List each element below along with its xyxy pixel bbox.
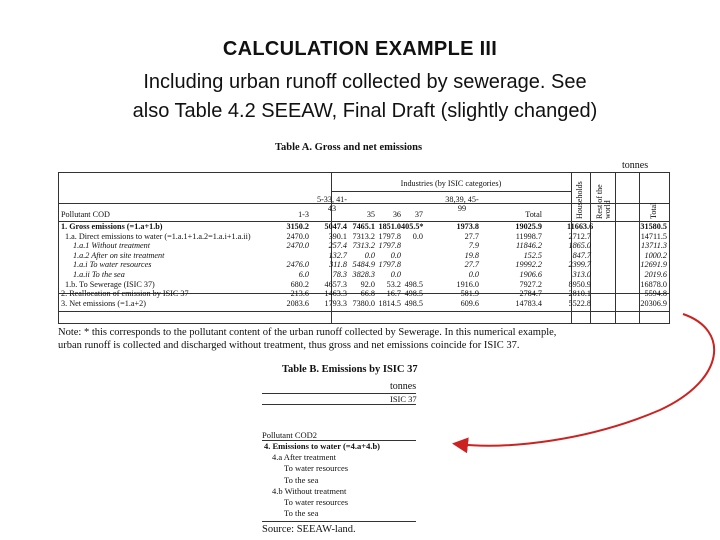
- row-label: 2. Reallocation of emission by ISIC 37: [61, 289, 189, 299]
- table-row: [59, 232, 669, 241]
- table-b-caption: Table B. Emissions by ISIC 37: [282, 364, 418, 375]
- table-b-row: To water resources: [284, 463, 349, 474]
- table-cell: 0.0: [468, 270, 479, 279]
- col-header: Total: [525, 210, 542, 219]
- table-cell: 66.8: [360, 289, 375, 299]
- table-cell: 213.6: [290, 289, 309, 299]
- table-cell: 0.0: [390, 250, 401, 260]
- table-a-units: tonnes: [622, 160, 649, 171]
- table-cell: 0.0: [412, 231, 423, 241]
- table-row: [59, 241, 669, 250]
- row-label: 1. Gross emissions (=1.a+1.b): [61, 222, 163, 231]
- table-cell: 0.0: [390, 270, 401, 279]
- table-b-row: To the sea: [284, 474, 319, 485]
- table-cell: 152.5: [523, 250, 542, 260]
- table-cell: 2399.7: [568, 260, 591, 270]
- table-cell: 1973.8: [456, 222, 479, 231]
- table-cell: 498.5: [404, 289, 423, 299]
- table-cell: 19992.2: [515, 260, 542, 270]
- table-cell: 1851.0: [378, 222, 401, 231]
- rest-of-world-header: Rest of the world: [595, 184, 612, 219]
- table-cell: 11663.6: [567, 222, 594, 231]
- table-cell: 7313.2: [352, 231, 375, 241]
- row-label: 1.a.1 Without treatment: [73, 241, 151, 251]
- table-a-note: [58, 326, 683, 352]
- col-header: 35: [366, 210, 375, 219]
- table-cell: 1797.8: [378, 231, 401, 241]
- table-cell: 0.0: [364, 250, 375, 260]
- table-cell: 1793.3: [324, 298, 347, 308]
- table-cell: 847.7: [572, 250, 591, 260]
- table-cell: 16.7: [386, 289, 401, 299]
- table-cell: 680.2: [290, 279, 309, 289]
- table-cell: 257.4: [328, 241, 347, 251]
- households-header: Households: [575, 181, 584, 219]
- table-cell: 2083.6: [286, 298, 309, 308]
- table-a: [58, 172, 670, 324]
- table-cell: 2470.0: [286, 241, 309, 251]
- table-cell: 13711.3: [640, 241, 667, 251]
- table-cell: 8950.9: [568, 279, 591, 289]
- slide-subtitle-line2: also Table 4.2 SEEAW, Final Draft (slightly changed): [132, 100, 598, 122]
- table-row: [59, 280, 669, 289]
- pollutant-label: Pollutant COD: [61, 210, 110, 219]
- row-label: 1.a.i To water resources: [73, 260, 152, 270]
- table-cell: 1797.8: [378, 241, 401, 251]
- table-row: [59, 260, 669, 269]
- table-cell: 132.7: [328, 250, 347, 260]
- table-cell: 609.6: [460, 298, 479, 308]
- industries-header: Industries (by ISIC categories): [400, 179, 502, 188]
- table-b-row: 4.a After treatment: [272, 452, 336, 463]
- table-cell: 581.9: [460, 289, 479, 299]
- table-cell: 7465.1: [352, 222, 375, 231]
- table-cell: 7.9: [468, 241, 479, 251]
- table-cell: 3828.3: [352, 270, 375, 279]
- col-header: 36: [392, 210, 401, 219]
- table-cell: 1814.5: [378, 298, 401, 308]
- table-cell: 390.1: [328, 231, 347, 241]
- table-cell: 27.7: [464, 260, 479, 270]
- table-b-pollutant: Pollutant COD2: [262, 430, 318, 440]
- table-b-row: 4.b Without treatment: [272, 485, 347, 496]
- row-label: 1.a.ii To the sea: [73, 270, 125, 279]
- row-label: 1.a.2 After on site treatment: [73, 250, 165, 260]
- table-cell: 14711.5: [640, 231, 667, 241]
- table-b-units: tonnes: [390, 381, 417, 392]
- table-row: [59, 289, 669, 298]
- table-cell: 19025.9: [515, 222, 542, 231]
- table-a-caption: Table A. Gross and net emissions: [275, 142, 423, 153]
- slide-subtitle-line1: Including urban runoff collected by sewerage. See: [143, 71, 587, 93]
- table-b-row: 4. Emissions to water (=4.a+4.b): [264, 441, 381, 451]
- col-header: 37: [414, 210, 423, 219]
- table-cell: 7380.0: [352, 298, 375, 308]
- table-cell: 7313.2: [352, 241, 375, 251]
- row-label: 1.b. To Sewerage (ISIC 37): [65, 279, 155, 289]
- table-b-row: To water resources: [284, 497, 349, 507]
- table-cell: 405.5*: [401, 222, 424, 231]
- table-cell: 27.7: [464, 231, 479, 241]
- row-label: 1.a. Direct emissions to water (=1.a.1+1.a.2=1.a.i+1.a.ii): [65, 231, 251, 241]
- row-label: 3. Net emissions (=1.a+2): [61, 298, 146, 308]
- table-cell: 2470.0: [286, 231, 309, 241]
- table-cell: 5047.4: [324, 222, 347, 231]
- table-cell: 1916.0: [456, 279, 479, 289]
- table-cell: 16878.0: [640, 279, 667, 289]
- table-cell: 5484.9: [352, 260, 375, 270]
- table-b-row: To the sea: [284, 508, 319, 519]
- table-cell: 311.8: [329, 260, 347, 270]
- table-row: [59, 251, 669, 260]
- table-cell: 78.3: [332, 270, 347, 279]
- table-cell: 313.0: [572, 270, 591, 279]
- table-cell: 19.8: [464, 250, 479, 260]
- table-cell: 31580.5: [640, 222, 667, 231]
- slide-title: CALCULATION EXAMPLE III: [222, 38, 498, 60]
- table-cell: 498.5: [404, 279, 423, 289]
- table-cell: 1000.2: [644, 250, 667, 260]
- table-cell: 14783.4: [515, 298, 542, 308]
- table-b-col-header: ISIC 37: [390, 394, 417, 404]
- table-cell: 11846.2: [515, 241, 542, 251]
- col-header: 1-3: [298, 210, 309, 219]
- table-row: [59, 270, 669, 279]
- table-cell: 1906.6: [519, 270, 542, 279]
- table-row: [59, 222, 669, 231]
- total-header: Total: [649, 202, 658, 219]
- table-cell: 1797.8: [378, 260, 401, 270]
- table-cell: 11998.7: [515, 231, 542, 241]
- table-cell: 3150.2: [286, 222, 309, 231]
- table-cell: 12691.9: [640, 260, 667, 270]
- table-cell: 1463.3: [324, 289, 347, 299]
- table-cell: 5522.8: [568, 298, 591, 308]
- table-cell: 1865.0: [568, 241, 591, 251]
- table-cell: 2810.1: [568, 289, 591, 299]
- table-cell: 2476.0: [286, 260, 309, 270]
- table-cell: 4657.3: [324, 279, 347, 289]
- note-line: urban runoff is collected and discharged without treatment, thus gross and net emissions coincide for ISIC 37.: [58, 340, 520, 351]
- table-cell: 2784.7: [519, 289, 542, 299]
- col-header: 5-33, 41-43: [316, 195, 347, 213]
- table-cell: 498.5: [404, 298, 423, 308]
- table-cell: 6.0: [298, 270, 309, 279]
- col-header: 38,39, 45-99: [445, 195, 479, 213]
- table-row: [59, 299, 669, 308]
- table-cell: 2019.6: [644, 270, 667, 279]
- table-cell: 7927.2: [519, 279, 542, 289]
- table-cell: 53.2: [386, 279, 401, 289]
- table-cell: 5594.8: [644, 289, 667, 299]
- table-cell: 20306.9: [640, 298, 667, 308]
- table-cell: 2712.7: [568, 231, 591, 241]
- table-cell: 92.0: [360, 279, 375, 289]
- note-line: Note: * this corresponds to the pollutant content of the urban runoff collected by Sewerage. In this numerical example,: [58, 327, 557, 338]
- table-b-source: Source: SEEAW-land.: [262, 524, 356, 535]
